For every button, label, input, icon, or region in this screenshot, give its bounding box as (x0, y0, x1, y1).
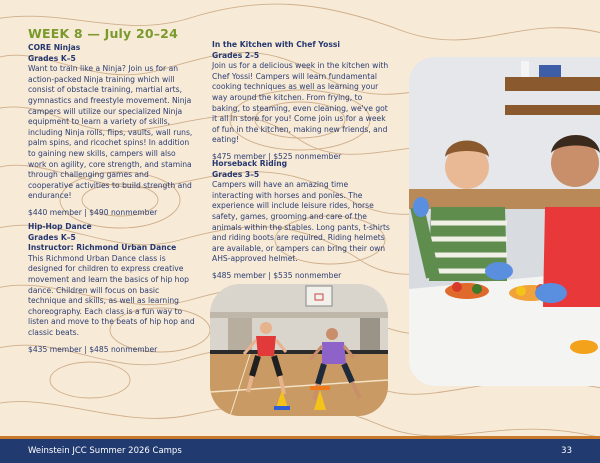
camp-title: In the Kitchen with Chef Yossi (212, 40, 340, 49)
camp-title: Horseback Riding (212, 159, 288, 168)
camp-grades: Grades K–5 (28, 232, 76, 242)
week-title: WEEK 8 — July 20–24 (28, 26, 178, 41)
camp-title: Hip-Hop Dance (28, 222, 92, 231)
camp-price: $440 member | $490 nonmember (28, 207, 158, 217)
footer-title: Weinstein JCC Summer 2026 Camps (28, 446, 182, 456)
camp-price: $435 member | $485 nonmember (28, 344, 158, 354)
camp-grades: Grades 3–5 (212, 169, 260, 179)
camp-instructor: Instructor: Richmond Urban Dance (28, 243, 177, 253)
camp-kitchen-chef-yossi (212, 40, 390, 163)
camp-description: This Richmond Urban Dance class is designed for children to express creative movement and learn the basics of hip hop dance. Children will focus on basic technique and skills, as well as learning choreography. Each class is a fun way to listen and move to the beats of hip hop and classic beats. (28, 253, 195, 337)
camp-grades: Grades K–5 (28, 53, 76, 63)
kitchen-photo (409, 57, 600, 386)
camp-title: CORE Ninjas (28, 43, 81, 52)
gym-photo (210, 284, 388, 416)
camp-description: Join us for a delicious week in the kitchen with Chef Yossi! Campers will learn fundamental cooking techniques as well as learning your way around the kitchen. From frying, to baking, to steaming, even cleaning, we've got it all in store for you! Come join us for a week of fun in the kitchen, making new friends, and eating! (212, 61, 389, 145)
camp-description: Want to train like a Ninja? Join us for an action-packed Ninja training which will consist of obstacle training, martial arts, gymnastics and freestyle movement. Ninja campers will utilize our specialized Ninja equipment to learn a variety of skills, including Ninja rolls, flips, vaults, wall runs, palm spins, and ricochet spins! In addition to gaining new skills, campers will also work on agility, core strength, and stamina through challenging games and cooperative activities to build strength and endurance! (28, 64, 193, 201)
camp-core-ninjas (28, 43, 196, 219)
camp-hip-hop-dance (28, 222, 196, 355)
camp-price: $475 member | $525 nonmember (212, 151, 342, 161)
camp-horseback-riding (212, 159, 390, 282)
camp-price: $485 member | $535 nonmember (212, 270, 342, 280)
page-footer (0, 436, 600, 463)
camp-description: Campers will have an amazing time interacting with horses and ponies. The experience will include leisure rides, horse safety, games, grooming and care of the animals within the stables. Long pants, t-shirts and riding boots are required. Riding helmets are available, or campers can bring their own AHS-approved helmet. (212, 180, 390, 264)
camp-grades: Grades 2–5 (212, 50, 260, 60)
page-number: 33 (561, 446, 572, 456)
